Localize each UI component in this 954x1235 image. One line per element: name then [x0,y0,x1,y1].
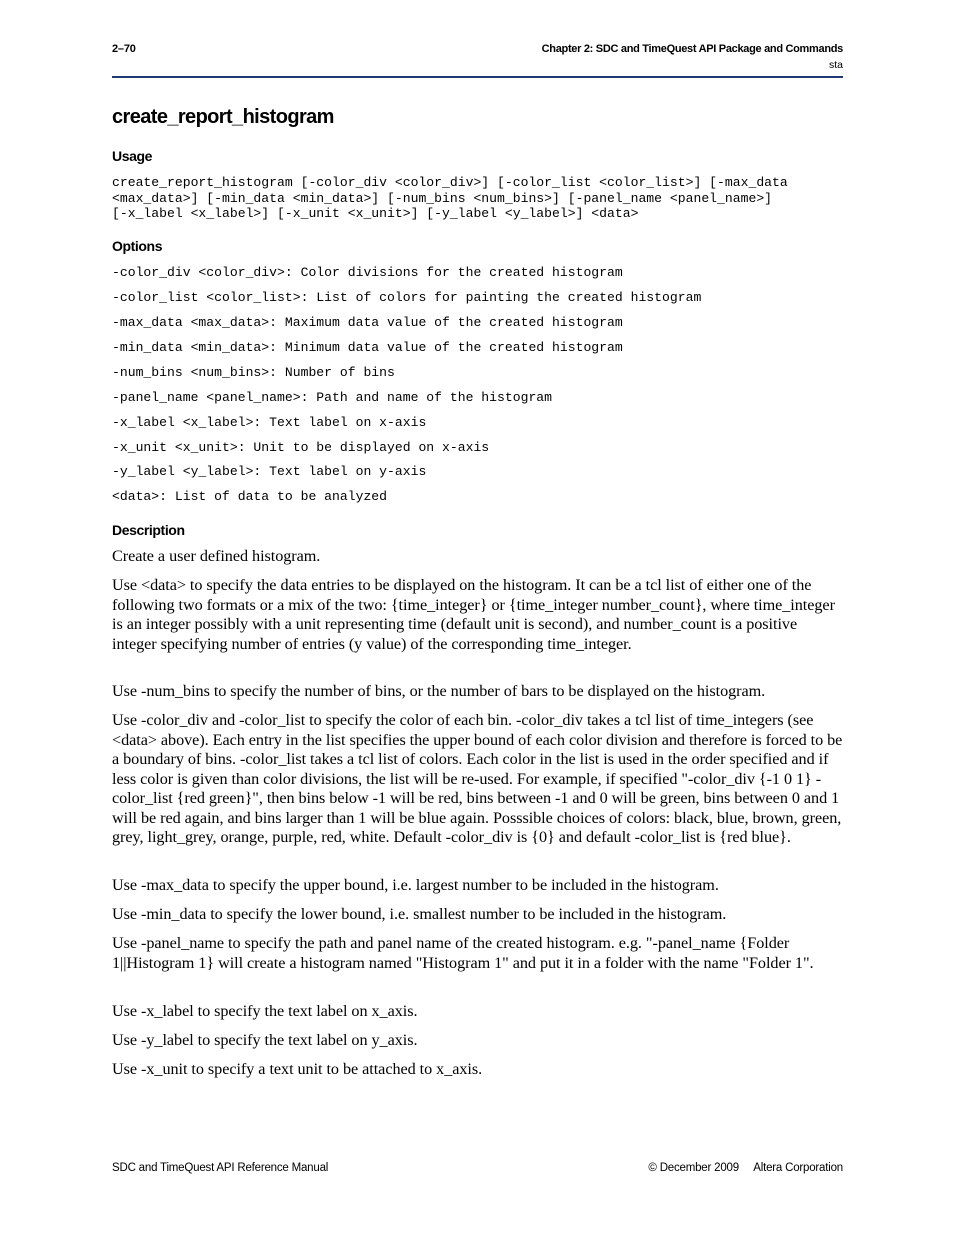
option-item: -min_data <min_data>: Minimum data value of the created histogram [112,340,623,355]
description-paragraph: Use -min_data to specify the lower bound, i.e. smallest number to be included in the histogram. [112,905,727,923]
description-paragraph: Create a user defined histogram. [112,547,321,565]
usage-heading: Usage [112,148,153,164]
description-paragraph: Use -x_label to specify the text label on x_axis. [112,1002,418,1020]
description-paragraph: Use <data> to specify the data entries to be displayed on the histogram. It can be a tcl list of either one of the following two formats or a mix of the two: {time_integer} or {time_integer number_count}, where time_integer is an integer possibly with a unit representing time (default unit is second), and number_count is a positive integer specifying number of entries (y value) of the corresponding time_integer. [112,576,835,653]
chapter-title: Chapter 2: SDC and TimeQuest API Package and Commands [541,43,843,55]
copyright-date: © December 2009 [648,1162,739,1174]
option-item: -color_list <color_list>: List of colors for painting the created histogram [112,290,702,305]
description-paragraph: Use -max_data to specify the upper bound, i.e. largest number to be included in the histogram. [112,876,719,894]
usage-line: <max_data>] [-min_data <min_data>] [-num_bins <num_bins>] [-panel_name <panel_name>] [112,190,773,206]
option-item: -color_div <color_div>: Color divisions for the created histogram [112,265,623,280]
document-page [112,0,843,1235]
page-number: 2–70 [112,43,136,55]
option-item: -max_data <max_data>: Maximum data value of the created histogram [112,315,623,330]
option-item: -num_bins <num_bins>: Number of bins [112,365,395,380]
option-item: -x_label <x_label>: Text label on x-axis [112,415,427,430]
description-paragraph: Use -x_unit to specify a text unit to be attached to x_axis. [112,1060,483,1078]
usage-line: [-x_label <x_label>] [-x_unit <x_unit>] [-y_label <y_label>] <data> [112,206,639,221]
description-paragraph: Use -y_label to specify the text label on y_axis. [112,1031,418,1049]
usage-block [112,175,843,222]
description-paragraph: Use -num_bins to specify the number of bins, or the number of bars to be displayed on the histogram. [112,682,766,700]
usage-line: create_report_histogram [-color_div <color_div>] [-color_list <color_list>] [-max_data [112,175,788,190]
option-item: <data>: List of data to be analyzed [112,489,388,504]
page-title: create_report_histogram [112,106,334,128]
footer-info [648,1162,843,1174]
description-heading: Description [112,522,185,538]
header-rule [112,76,843,78]
section-label: sta [828,59,843,71]
manual-title: SDC and TimeQuest API Reference Manual [112,1162,329,1174]
option-item: -x_unit <x_unit>: Unit to be displayed on x-axis [112,440,490,455]
description-paragraph: Use -color_div and -color_list to specify the color of each bin. -color_div takes a tcl list of time_integers (see <data> above). Each entry in the list specifies the upper bound of each color division and therefore is forced to be a boundary of bins. -color_list takes a tcl list of colors. Each color in the list is used in the order specified and if less color is given than color divisions, the list will be re-used. For example, if specified "-color_div {-1 0 1} -color_list {red green}", then bins below -1 will be red, bins between -1 and 0 will be green, bins between 0 and 1 will be red again, and bins larger than 1 will be blue again. Posssible choices of colors: black, blue, brown, green, grey, light_grey, orange, purple, red, white. Default -color_div is {0} and default -color_list is {red blue}. [112,711,843,846]
company-name: Altera Corporation [753,1162,843,1174]
option-item: -panel_name <panel_name>: Path and name of the histogram [112,390,553,405]
description-paragraph: Use -panel_name to specify the path and panel name of the created histogram. e.g. "-panel_name {Folder 1||Histogram 1} will create a histogram named "Histogram 1" and put it in a folder with the name "Folder 1". [112,934,814,972]
option-item: -y_label <y_label>: Text label on y-axis [112,464,427,479]
options-heading: Options [112,238,163,254]
